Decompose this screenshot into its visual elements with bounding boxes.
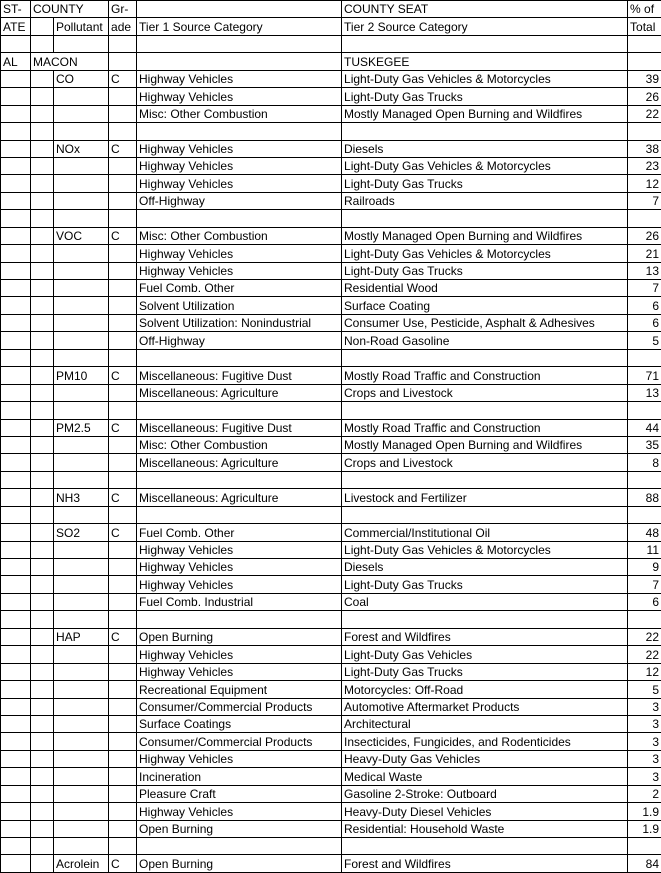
pollutant-cell: SO2: [54, 524, 109, 541]
table-row: [1, 681, 661, 698]
tier1-cell: Highway Vehicles: [137, 646, 342, 663]
header-cell: COUNTY: [31, 1, 109, 18]
tier1-cell: Highway Vehicles: [137, 88, 342, 105]
table-row: [1, 593, 661, 610]
tier1-cell: Highway Vehicles: [137, 541, 342, 558]
tier1-cell: Consumer/Commercial Products: [137, 733, 342, 750]
tier1-cell: Miscellaneous: Agriculture: [137, 454, 342, 471]
header-cell: [137, 1, 342, 18]
percent-cell: 2: [628, 785, 661, 802]
grade-cell: C: [109, 367, 137, 384]
header-row-1: [1, 1, 661, 18]
tier2-cell: Railroads: [342, 192, 628, 209]
tier2-cell: Architectural: [342, 715, 628, 732]
tier2-cell: Non-Road Gasoline: [342, 332, 628, 349]
table-row: [1, 768, 661, 785]
table-row: [1, 750, 661, 767]
tier2-cell: Mostly Road Traffic and Construction: [342, 367, 628, 384]
tier2-cell: Light-Duty Gas Vehicles & Motorcycles: [342, 541, 628, 558]
table-row: [1, 698, 661, 715]
percent-cell: 39: [628, 70, 661, 87]
table-row: [1, 157, 661, 174]
tier2-cell: Light-Duty Gas Vehicles & Motorcycles: [342, 157, 628, 174]
tier1-cell: Miscellaneous: Fugitive Dust: [137, 367, 342, 384]
state-cell: AL: [1, 53, 31, 70]
percent-cell: 11: [628, 541, 661, 558]
tier1-cell: Highway Vehicles: [137, 157, 342, 174]
tier1-cell: Misc: Other Combustion: [137, 436, 342, 453]
percent-cell: 3: [628, 750, 661, 767]
grade-cell: C: [109, 70, 137, 87]
percent-cell: 3: [628, 768, 661, 785]
header-cell: COUNTY SEAT: [342, 1, 628, 18]
percent-cell: 6: [628, 314, 661, 331]
spacer-row: [1, 402, 661, 419]
tier2-cell: Livestock and Fertilizer: [342, 489, 628, 506]
tier2-cell: Light-Duty Gas Trucks: [342, 175, 628, 192]
table-row: [1, 245, 661, 262]
table-row: [1, 70, 661, 87]
tier1-cell: Off-Highway: [137, 332, 342, 349]
tier2-cell: Forest and Wildfires: [342, 628, 628, 645]
percent-cell: 38: [628, 140, 661, 157]
percent-cell: 84: [628, 855, 661, 872]
table-row: [1, 646, 661, 663]
table-row: [1, 541, 661, 558]
percent-cell: 22: [628, 105, 661, 122]
percent-cell: 7: [628, 192, 661, 209]
grade-cell: C: [109, 855, 137, 872]
grade-cell: C: [109, 628, 137, 645]
tier2-cell: Light-Duty Gas Trucks: [342, 262, 628, 279]
tier2-cell: Crops and Livestock: [342, 454, 628, 471]
tier2-cell: Automotive Aftermarket Products: [342, 698, 628, 715]
spacer-row: [1, 210, 661, 227]
percent-cell: 3: [628, 733, 661, 750]
table-row: [1, 715, 661, 732]
pollutant-cell: NOx: [54, 140, 109, 157]
table-row: [1, 140, 661, 157]
percent-cell: 22: [628, 646, 661, 663]
tier2-cell: Light-Duty Gas Vehicles: [342, 646, 628, 663]
percent-cell: 5: [628, 332, 661, 349]
percent-cell: 12: [628, 663, 661, 680]
spacer-row: [1, 506, 661, 523]
tier1-cell: Incineration: [137, 768, 342, 785]
tier1-cell: Highway Vehicles: [137, 175, 342, 192]
tier2-cell: Residential Wood: [342, 280, 628, 297]
table-row: [1, 262, 661, 279]
spacer-row: [1, 838, 661, 855]
header-cell: ade: [109, 18, 137, 35]
tier1-cell: Fuel Comb. Other: [137, 524, 342, 541]
tier2-cell: Medical Waste: [342, 768, 628, 785]
tier2-cell: Mostly Road Traffic and Construction: [342, 419, 628, 436]
tier2-cell: Coal: [342, 593, 628, 610]
tier2-cell: Heavy-Duty Gas Vehicles: [342, 750, 628, 767]
percent-cell: 13: [628, 262, 661, 279]
tier2-cell: Commercial/Institutional Oil: [342, 524, 628, 541]
spacer-row: [1, 471, 661, 488]
grade-cell: C: [109, 524, 137, 541]
table-row: [1, 559, 661, 576]
header-row-2: [1, 18, 661, 35]
table-row: [1, 384, 661, 401]
tier2-cell: Heavy-Duty Diesel Vehicles: [342, 803, 628, 820]
tier1-cell: Miscellaneous: Fugitive Dust: [137, 419, 342, 436]
tier1-cell: Solvent Utilization: Nonindustrial: [137, 314, 342, 331]
table-row: [1, 855, 661, 872]
tier2-cell: Consumer Use, Pesticide, Asphalt & Adhesives: [342, 314, 628, 331]
header-cell: ST-: [1, 1, 31, 18]
table-row: [1, 454, 661, 471]
percent-cell: 6: [628, 297, 661, 314]
tier1-cell: Highway Vehicles: [137, 70, 342, 87]
table-row: [1, 803, 661, 820]
tier1-cell: Miscellaneous: Agriculture: [137, 489, 342, 506]
tier2-cell: Light-Duty Gas Vehicles & Motorcycles: [342, 70, 628, 87]
pollutant-cell: NH3: [54, 489, 109, 506]
table-row: [1, 820, 661, 837]
percent-cell: 12: [628, 175, 661, 192]
spacer-row: [1, 349, 661, 366]
percent-cell: 5: [628, 681, 661, 698]
pollutant-cell: VOC: [54, 227, 109, 244]
tier2-cell: Mostly Managed Open Burning and Wildfires: [342, 227, 628, 244]
header-cell: Gr-: [109, 1, 137, 18]
table-row: [1, 436, 661, 453]
percent-cell: 26: [628, 88, 661, 105]
percent-cell: 26: [628, 227, 661, 244]
tier1-cell: Open Burning: [137, 855, 342, 872]
table-body: [1, 1, 661, 873]
tier2-cell: Insecticides, Fungicides, and Rodenticides: [342, 733, 628, 750]
tier2-cell: Forest and Wildfires: [342, 855, 628, 872]
table-row: [1, 227, 661, 244]
tier2-cell: Light-Duty Gas Trucks: [342, 576, 628, 593]
tier1-cell: Solvent Utilization: [137, 297, 342, 314]
tier1-cell: Misc: Other Combustion: [137, 105, 342, 122]
table-row: [1, 367, 661, 384]
tier2-cell: Surface Coating: [342, 297, 628, 314]
location-row: [1, 53, 661, 70]
tier2-cell: Light-Duty Gas Vehicles & Motorcycles: [342, 245, 628, 262]
header-cell: % of: [628, 1, 661, 18]
spacer-row: [1, 123, 661, 140]
tier1-cell: Highway Vehicles: [137, 559, 342, 576]
percent-cell: 35: [628, 436, 661, 453]
tier1-cell: Misc: Other Combustion: [137, 227, 342, 244]
tier1-cell: Highway Vehicles: [137, 245, 342, 262]
table-row: [1, 733, 661, 750]
percent-cell: 13: [628, 384, 661, 401]
percent-cell: 9: [628, 559, 661, 576]
percent-cell: 7: [628, 280, 661, 297]
table-row: [1, 297, 661, 314]
percent-cell: 44: [628, 419, 661, 436]
table-row: [1, 192, 661, 209]
tier1-cell: Highway Vehicles: [137, 663, 342, 680]
pollutant-cell: CO: [54, 70, 109, 87]
tier2-cell: Diesels: [342, 140, 628, 157]
tier1-cell: Surface Coatings: [137, 715, 342, 732]
percent-cell: 1.9: [628, 820, 661, 837]
percent-cell: 48: [628, 524, 661, 541]
grade-cell: C: [109, 419, 137, 436]
pollutant-cell: PM10: [54, 367, 109, 384]
grade-cell: C: [109, 140, 137, 157]
tier1-cell: Pleasure Craft: [137, 785, 342, 802]
table-row: [1, 105, 661, 122]
header-cell: Tier 1 Source Category: [137, 18, 342, 35]
tier1-cell: Consumer/Commercial Products: [137, 698, 342, 715]
table-row: [1, 88, 661, 105]
tier2-cell: Gasoline 2-Stroke: Outboard: [342, 785, 628, 802]
header-cell: Tier 2 Source Category: [342, 18, 628, 35]
table-row: [1, 489, 661, 506]
pollutant-cell: PM2.5: [54, 419, 109, 436]
percent-cell: 8: [628, 454, 661, 471]
tier1-cell: Off-Highway: [137, 192, 342, 209]
tier1-cell: Miscellaneous: Agriculture: [137, 384, 342, 401]
header-cell: ATE: [1, 18, 31, 35]
tier2-cell: Light-Duty Gas Trucks: [342, 88, 628, 105]
tier1-cell: Recreational Equipment: [137, 681, 342, 698]
table-row: [1, 628, 661, 645]
tier1-cell: Open Burning: [137, 628, 342, 645]
tier1-cell: Open Burning: [137, 820, 342, 837]
header-cell: [31, 18, 54, 35]
percent-cell: 3: [628, 698, 661, 715]
percent-cell: 7: [628, 576, 661, 593]
grade-cell: C: [109, 489, 137, 506]
table-row: [1, 663, 661, 680]
table-row: [1, 175, 661, 192]
table-row: [1, 332, 661, 349]
table-row: [1, 419, 661, 436]
tier1-cell: Fuel Comb. Industrial: [137, 593, 342, 610]
percent-cell: 6: [628, 593, 661, 610]
table-row: [1, 785, 661, 802]
spacer-row: [1, 35, 661, 52]
tier2-cell: Mostly Managed Open Burning and Wildfires: [342, 436, 628, 453]
percent-cell: 23: [628, 157, 661, 174]
county-cell: MACON: [31, 53, 109, 70]
tier1-cell: Highway Vehicles: [137, 803, 342, 820]
percent-cell: 22: [628, 628, 661, 645]
percent-cell: 88: [628, 489, 661, 506]
tier2-cell: Mostly Managed Open Burning and Wildfires: [342, 105, 628, 122]
header-cell: Total: [628, 18, 661, 35]
tier2-cell: Residential: Household Waste: [342, 820, 628, 837]
table-row: [1, 280, 661, 297]
tier2-cell: Crops and Livestock: [342, 384, 628, 401]
county-seat-cell: TUSKEGEE: [342, 53, 628, 70]
tier1-cell: Highway Vehicles: [137, 262, 342, 279]
tier1-cell: Highway Vehicles: [137, 576, 342, 593]
pollutant-cell: Acrolein: [54, 855, 109, 872]
table-row: [1, 576, 661, 593]
header-cell: Pollutant: [54, 18, 109, 35]
grade-cell: C: [109, 227, 137, 244]
tier1-cell: Highway Vehicles: [137, 140, 342, 157]
tier1-cell: Fuel Comb. Other: [137, 280, 342, 297]
percent-cell: 21: [628, 245, 661, 262]
tier2-cell: Diesels: [342, 559, 628, 576]
percent-cell: 1.9: [628, 803, 661, 820]
spacer-row: [1, 611, 661, 628]
tier2-cell: Light-Duty Gas Trucks: [342, 663, 628, 680]
percent-cell: 71: [628, 367, 661, 384]
table-row: [1, 524, 661, 541]
pollutant-cell: HAP: [54, 628, 109, 645]
tier2-cell: Motorcycles: Off-Road: [342, 681, 628, 698]
percent-cell: 3: [628, 715, 661, 732]
table-row: [1, 314, 661, 331]
tier1-cell: Highway Vehicles: [137, 750, 342, 767]
